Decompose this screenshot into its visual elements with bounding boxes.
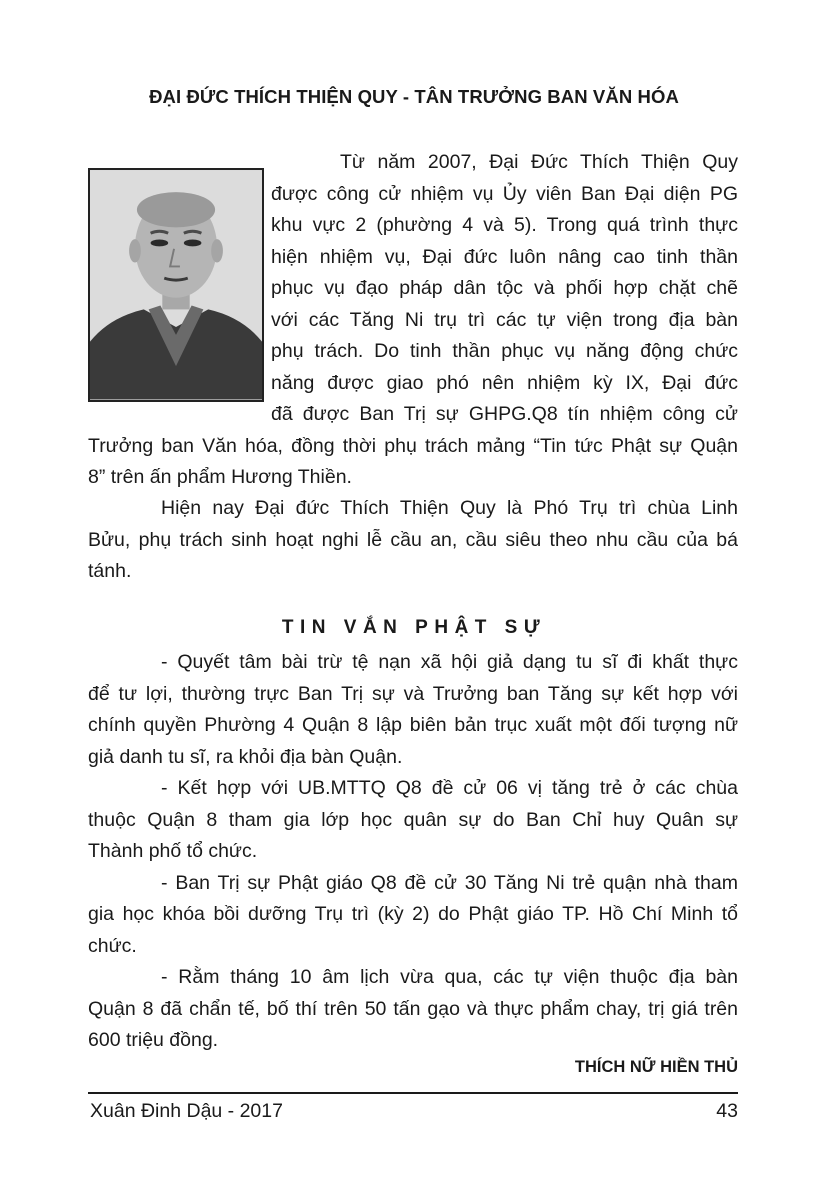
page-number: 43 [716,1100,738,1122]
text-line: khu vực 2 (phường 4 và 5). Trong quá trình thực [271,214,738,236]
text-line: để tư lợi, thường trực Ban Trị sự và Trưởng ban Tăng sự kết hợp với [88,682,738,705]
text-line: chính quyền Phường 4 Quận 8 lập biên bản trục xuất một đối tượng nữ [88,714,738,736]
second-paragraph [88,493,738,588]
text-line: thuộc Quận 8 tham gia lớp học quân sự do Ban Chỉ huy Quân sự [88,808,738,831]
article-heading: ĐẠI ĐỨC THÍCH THIỆN QUY - TÂN TRƯỞNG BAN VĂN HÓA [149,86,679,107]
text-line: gia học khóa bồi dưỡng Trụ trì (kỳ 2) do Phật giáo TP. Hồ Chí Minh tổ [88,903,738,925]
text-line: Quận 8 đã chẩn tế, bố thí trên 50 tấn gạo và thực phẩm chay, trị giá trên [88,997,738,1020]
author-signature: THÍCH NỮ HIỀN THỦ [574,1058,738,1076]
text-line: giả danh tu sĩ, ra khỏi địa bàn Quận. [88,745,403,768]
text-line: - Kết hợp với UB.MTTQ Q8 đề cử 06 vị tăng trẻ ở các chùa [161,777,738,799]
news-item [88,773,738,868]
text-line: Thành phố tổ chức. [88,840,258,862]
intro-paragraph [88,147,738,494]
text-line: phụ trách. Do tinh thần phục vụ năng động chức [271,340,738,362]
text-line: - Rằm tháng 10 âm lịch vừa qua, các tự viện thuộc địa bàn [161,966,738,988]
text-line: Từ năm 2007, Đại Đức Thích Thiện Quy [340,151,738,173]
text-line: với các Tăng Ni trụ trì các tự viện trong địa bàn [271,308,738,331]
text-line: phục vụ đạo pháp dân tộc và phối hợp chặt chẽ [271,277,738,299]
text-line: năng được giao phó nên nhiệm kỳ IX, Đại đức [271,371,738,394]
news-item [88,868,738,963]
section-title: TIN VẮN PHẬT SỰ [281,617,547,638]
news-list [88,647,738,1057]
text-line: Trưởng ban Văn hóa, đồng thời phụ trách mảng “Tin tức Phật sự Quận [88,434,738,457]
text-line: - Quyết tâm bài trừ tệ nạn xã hội giả dạng tu sĩ đi khất thực [161,651,738,673]
text-line: Bửu, phụ trách sinh hoạt nghi lễ cầu an, cầu siêu theo nhu cầu của bá [88,528,738,551]
news-item [88,962,738,1057]
text-line: tánh. [88,560,132,582]
text-line: 600 triệu đồng. [88,1029,219,1051]
text-line: - Ban Trị sự Phật giáo Q8 đề cử 30 Tăng Ni trẻ quận nhà tham [161,871,738,894]
text-line: đã được Ban Trị sự GHPG.Q8 tín nhiệm công cử [271,403,738,425]
text-line: được công cử nhiệm vụ Ủy viên Ban Đại diện PG [271,182,738,205]
text-line: hiện nhiệm vụ, Đại đức luôn nâng cao tinh thần [271,245,738,268]
news-item [88,647,738,773]
footer-issue: Xuân Đinh Dậu - 2017 [90,1100,283,1122]
text-line: 8” trên ấn phẩm Hương Thiền. [88,466,352,488]
text-line: chức. [88,934,137,957]
footer-divider [88,1092,738,1094]
text-line: Hiện nay Đại đức Thích Thiện Quy là Phó Trụ trì chùa Linh [161,497,738,519]
